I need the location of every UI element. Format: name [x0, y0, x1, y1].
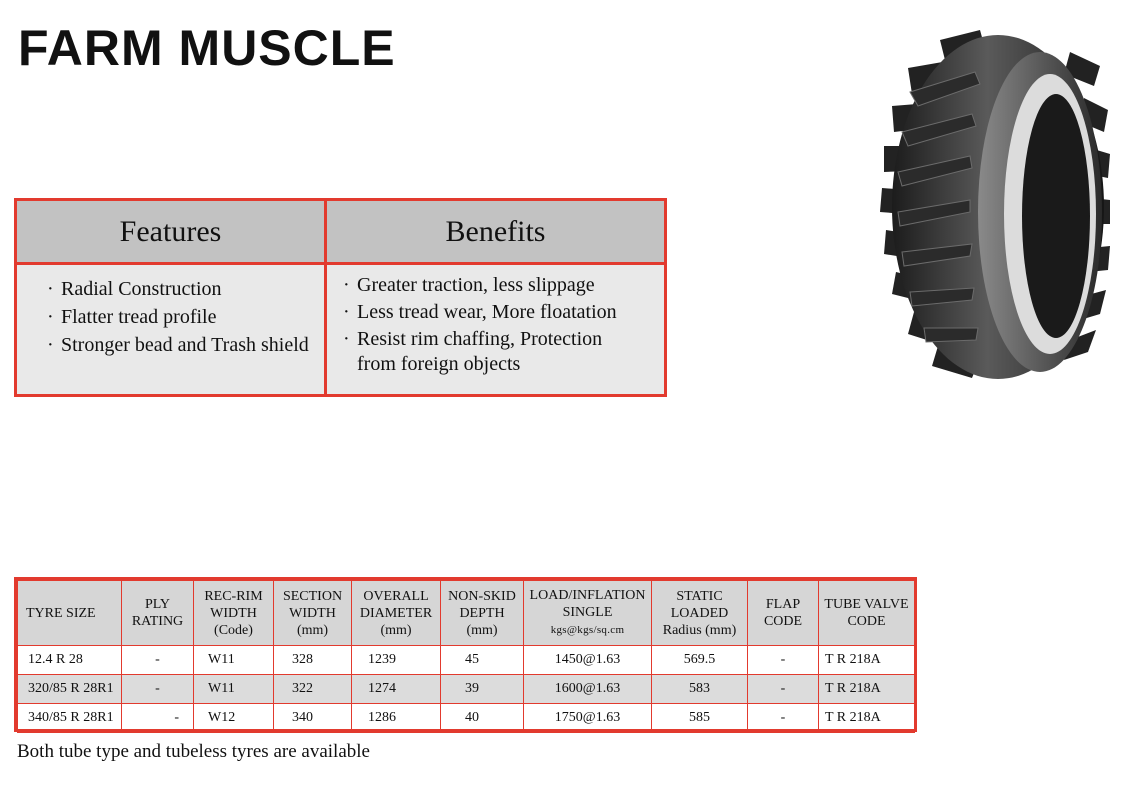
- cell-ply-rating: -: [122, 675, 194, 704]
- header-line: Radius (mm): [662, 622, 737, 638]
- header-line: FLAP: [765, 597, 801, 612]
- header-line: CODE: [847, 614, 886, 629]
- cell-load-inflation: 1450@1.63: [524, 646, 652, 675]
- header-line: (mm): [466, 622, 498, 638]
- benefit-item-line: from foreign objects: [357, 353, 521, 375]
- feature-item: · Radial Construction: [47, 275, 324, 303]
- cell-tyre-size: 320/85 R 28R1: [18, 675, 122, 704]
- spec-table: [14, 577, 917, 732]
- features-benefits-panel: [14, 198, 667, 397]
- features-cell: [17, 265, 327, 394]
- cell-flap-code: -: [748, 704, 819, 733]
- feature-item: · Stronger bead and Trash shield: [47, 331, 324, 359]
- features-header: Features: [17, 201, 327, 265]
- cell-ply-rating: -: [122, 646, 194, 675]
- table-row: [18, 675, 915, 704]
- header-line: (Code): [214, 622, 253, 638]
- cell-non-skid-depth: 40: [441, 704, 524, 733]
- benefit-item: · Greater traction, less slippage: [343, 273, 664, 298]
- header-line: REC-RIM: [204, 588, 263, 604]
- cell-static-loaded-radius: 585: [652, 704, 748, 733]
- col-header-rec-rim: [194, 581, 274, 646]
- header-line: SINGLE: [562, 605, 613, 620]
- cell-static-loaded-radius: 583: [652, 675, 748, 704]
- cell-tube-valve-code: T R 218A: [819, 646, 915, 675]
- header-line: WIDTH: [289, 605, 336, 621]
- col-header-ply-rating: [122, 581, 194, 646]
- availability-note: Both tube type and tubeless tyres are available: [17, 741, 370, 762]
- cell-section-width: 322: [274, 675, 352, 704]
- header-line: (mm): [380, 622, 412, 638]
- col-header-tyre-size: TYRE SIZE: [18, 581, 122, 646]
- spec-header-row: [18, 581, 915, 646]
- cell-rec-rim: W11: [194, 675, 274, 704]
- cell-overall-diameter: 1239: [352, 646, 441, 675]
- benefits-list: [327, 265, 664, 377]
- page-title: FARM MUSCLE: [18, 20, 396, 76]
- tractor-tyre-icon: [880, 22, 1110, 392]
- col-header-load-inflation: [524, 581, 652, 646]
- table-row: [18, 646, 915, 675]
- header-line: RATING: [131, 614, 184, 629]
- benefit-item-line: Resist rim chaffing, Protection: [357, 328, 603, 350]
- spec-table-grid: [17, 580, 915, 733]
- features-list: [17, 265, 324, 359]
- header-line: (mm): [296, 622, 329, 638]
- cell-static-loaded-radius: 569.5: [652, 646, 748, 675]
- benefit-item: · Less tread wear, More floatation: [343, 300, 664, 325]
- header-line: TUBE VALVE: [824, 597, 909, 612]
- cell-overall-diameter: 1274: [352, 675, 441, 704]
- cell-rec-rim: W11: [194, 646, 274, 675]
- feature-item: · Flatter tread profile: [47, 303, 324, 331]
- header-line: DEPTH: [459, 605, 505, 621]
- cell-non-skid-depth: 45: [441, 646, 524, 675]
- header-line: WIDTH: [210, 605, 257, 621]
- header-line: CODE: [763, 614, 803, 629]
- header-line: PLY: [144, 597, 171, 612]
- col-header-non-skid-depth: [441, 581, 524, 646]
- cell-tube-valve-code: T R 218A: [819, 675, 915, 704]
- cell-section-width: 340: [274, 704, 352, 733]
- header-line: DIAMETER: [359, 605, 433, 621]
- header-line: LOAD/INFLATION: [529, 588, 646, 603]
- cell-tube-valve-code: T R 218A: [819, 704, 915, 733]
- col-header-section-width: [274, 581, 352, 646]
- header-line: OVERALL: [363, 588, 429, 604]
- col-header-static-loaded-radius: [652, 581, 748, 646]
- cell-flap-code: -: [748, 675, 819, 704]
- benefits-header: Benefits: [327, 201, 664, 265]
- cell-overall-diameter: 1286: [352, 704, 441, 733]
- cell-load-inflation: 1750@1.63: [524, 704, 652, 733]
- cell-non-skid-depth: 39: [441, 675, 524, 704]
- col-header-overall-diameter: [352, 581, 441, 646]
- header-line: NON-SKID: [448, 588, 516, 604]
- header-line: SECTION: [282, 588, 343, 604]
- benefit-item: [343, 327, 664, 377]
- cell-flap-code: -: [748, 646, 819, 675]
- col-header-tube-valve-code: [819, 581, 915, 646]
- cell-tyre-size: 12.4 R 28: [18, 646, 122, 675]
- header-line: kgs@kgs/sq.cm: [550, 624, 625, 636]
- header-line: STATIC: [676, 588, 723, 604]
- benefits-cell: [327, 265, 664, 394]
- cell-load-inflation: 1600@1.63: [524, 675, 652, 704]
- col-header-flap-code: [748, 581, 819, 646]
- cell-section-width: 328: [274, 646, 352, 675]
- header-line: LOADED: [670, 605, 729, 621]
- cell-rec-rim: W12: [194, 704, 274, 733]
- cell-tyre-size: 340/85 R 28R1: [18, 704, 122, 733]
- table-row: [18, 704, 915, 733]
- cell-ply-rating: -: [122, 704, 194, 733]
